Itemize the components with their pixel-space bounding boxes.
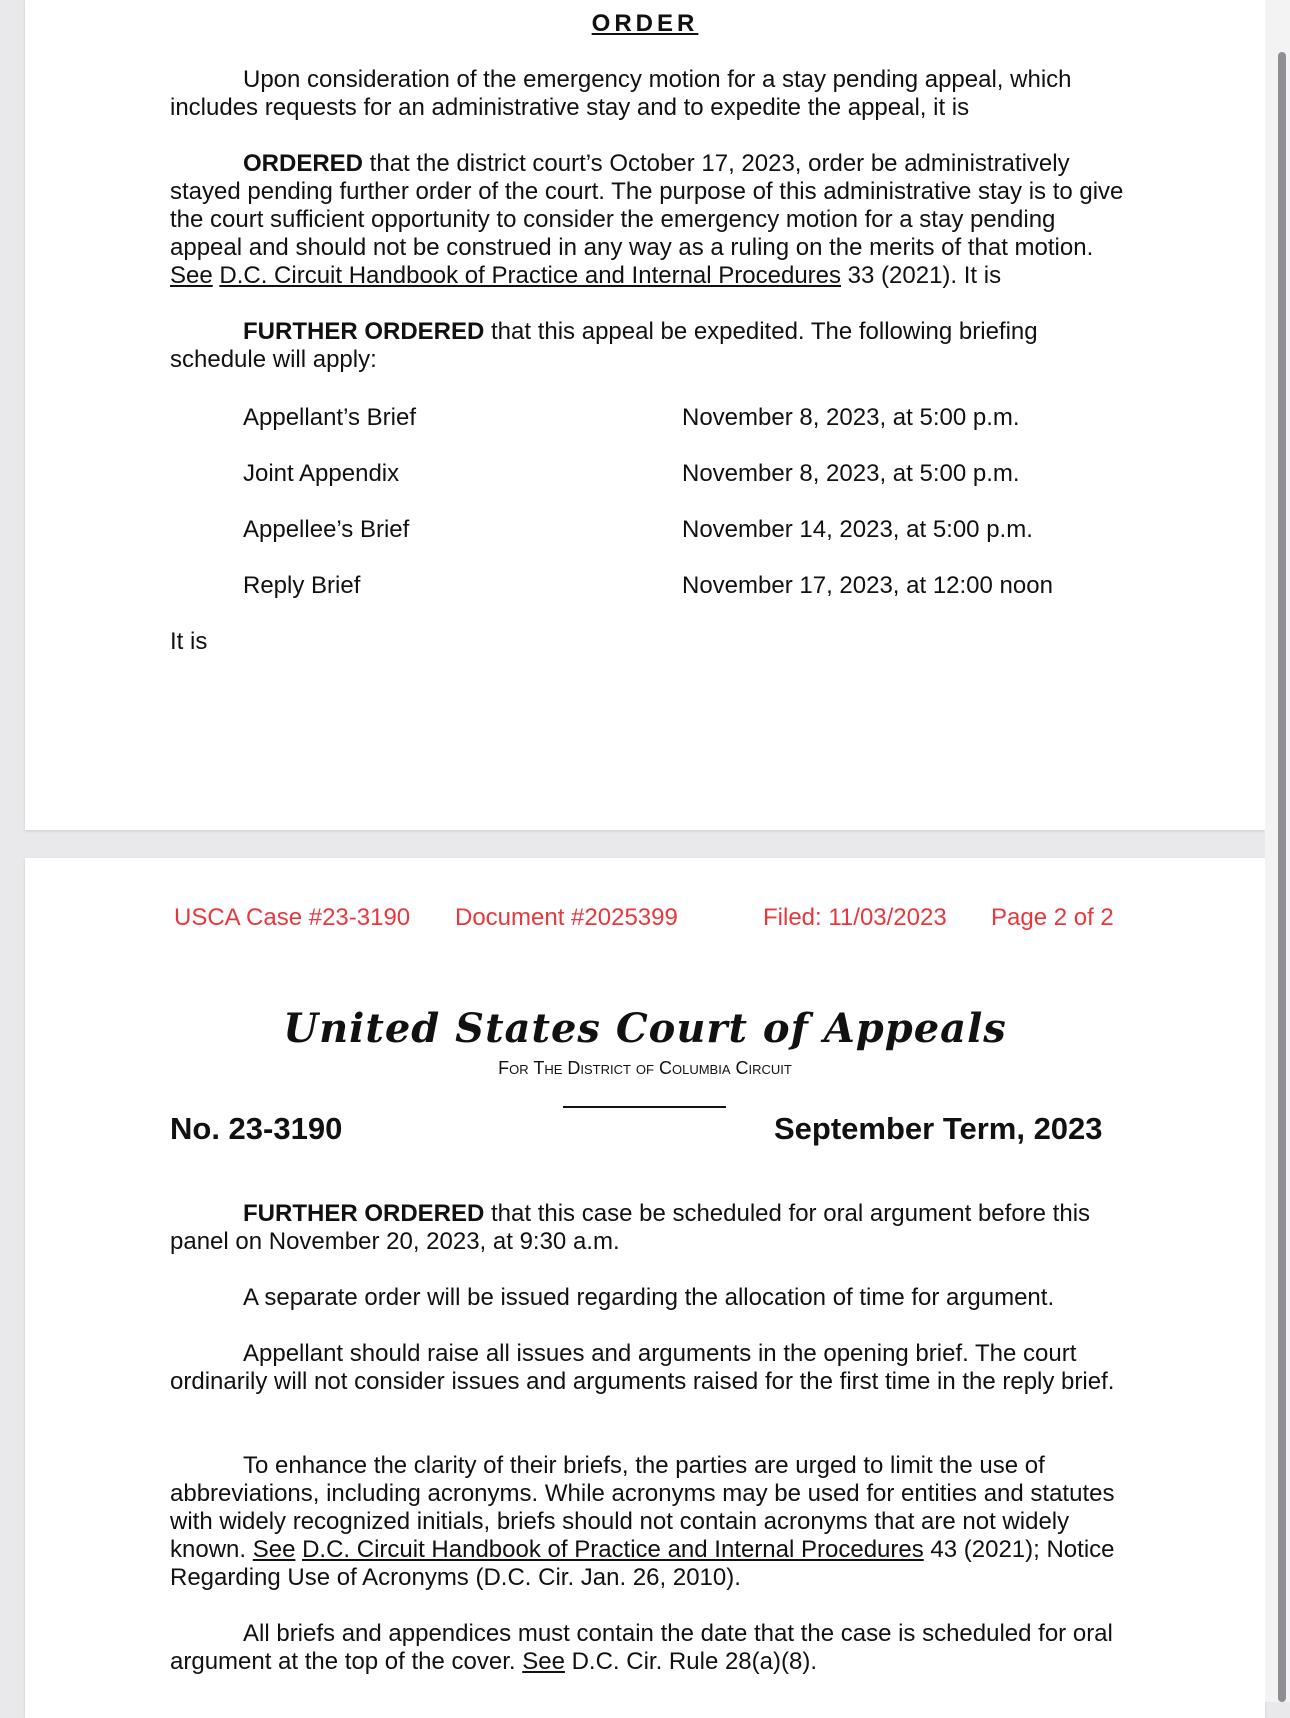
handbook-citation: D.C. Circuit Handbook of Practice and Internal Procedures <box>219 262 842 289</box>
scrollbar-track[interactable] <box>1265 0 1290 1702</box>
schedule-item: Appellee’s Brief <box>243 516 410 543</box>
case-number-header: USCA Case #23-3190 <box>174 904 411 931</box>
case-number: No. 23-3190 <box>170 1111 343 1146</box>
allocation-paragraph: A separate order will be issued regarding the allocation of time for argument. <box>243 1284 1055 1311</box>
filed-date-header: Filed: 11/03/2023 <box>763 904 947 931</box>
further-ordered-paragraph: FURTHER ORDERED that this appeal be expedited. The following briefing schedule will apply: <box>170 318 1038 373</box>
oral-argument-paragraph: FURTHER ORDERED that this case be scheduled for oral argument before this panel on November 20, 2023, at 9:30 a.m. <box>170 1200 1091 1255</box>
circuit-name: For The District of Columbia Circuit <box>498 1058 792 1078</box>
ordered-paragraph: ORDERED that the district court’s October 17, 2023, order be administratively stayed pending further order of the court. The purpose of this administrative stay is to give the court sufficient opportunity to consider the emergency motion for a stay pending appeal and should not be construed in any way as a ruling on the merits of that motion. See D.C. Circuit Handbook of Practice and Internal Procedures 33 (2021). It is <box>170 150 1124 289</box>
document-number-header: Document #2025399 <box>455 904 678 931</box>
schedule-item: Joint Appendix <box>243 460 400 487</box>
cover-date-paragraph: All briefs and appendices must contain the date that the case is scheduled for oral argument at the top of the cover. See D.C. Cir. Rule 28(a)(8). <box>170 1620 1113 1675</box>
acronyms-paragraph: To enhance the clarity of their briefs, the parties are urged to limit the use of abbreviations, including acronyms. While acronyms may be used for entities and statutes with widely recognized initials, briefs should not contain acronyms that are not widely known. See D.C. Circuit Handbook of Practice and Internal Procedures 43 (2021); Notice Regarding Use of Acronyms (D.C. Cir. Jan. 26, 2010). <box>170 1452 1115 1591</box>
schedule-due: November 17, 2023, at 12:00 noon <box>682 572 1053 599</box>
document-page-1 <box>25 0 1265 830</box>
schedule-due: November 8, 2023, at 5:00 p.m. <box>682 404 1020 431</box>
schedule-item: Reply Brief <box>243 572 361 599</box>
handbook-citation: D.C. Circuit Handbook of Practice and Internal Procedures <box>302 1536 924 1563</box>
scrollbar-thumb[interactable] <box>1278 52 1286 1702</box>
term: September Term, 2023 <box>774 1111 1103 1146</box>
order-title: ORDER <box>591 10 699 37</box>
schedule-due: November 8, 2023, at 5:00 p.m. <box>682 460 1020 487</box>
schedule-due: November 14, 2023, at 5:00 p.m. <box>682 516 1033 543</box>
schedule-item: Appellant’s Brief <box>243 404 416 431</box>
divider <box>563 1106 726 1108</box>
it-is-text: It is <box>170 628 208 655</box>
page-number-header: Page 2 of 2 <box>991 904 1114 931</box>
issues-paragraph: Appellant should raise all issues and arguments in the opening brief. The court ordinarily will not consider issues and arguments raised for the first time in the reply brief. <box>170 1340 1115 1395</box>
intro-paragraph: Upon consideration of the emergency motion for a stay pending appeal, which includes requests for an administrative stay and to expedite the appeal, it is <box>170 66 1072 121</box>
court-name: United States Court of Appeals <box>283 1005 1007 1052</box>
